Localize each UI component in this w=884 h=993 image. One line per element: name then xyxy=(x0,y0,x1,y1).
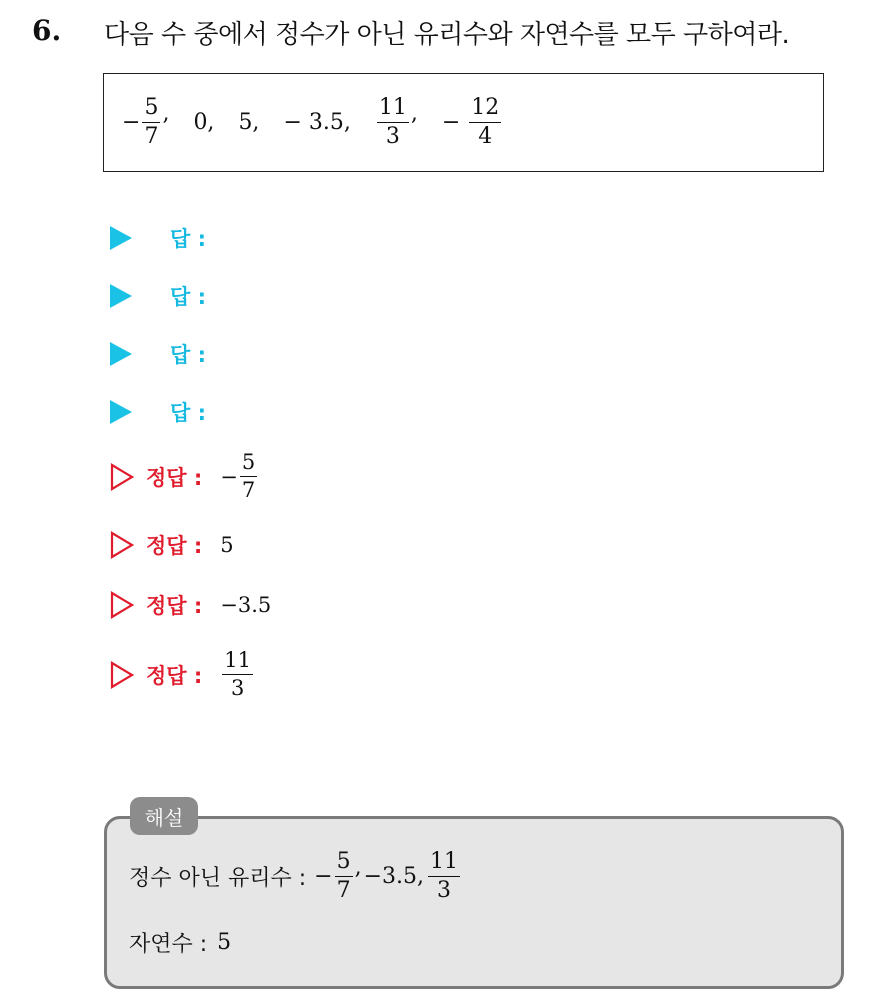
answer-label: 답 : xyxy=(170,227,206,251)
numerator: 12 xyxy=(469,97,501,123)
explanation-value xyxy=(364,864,424,889)
number-text: − 3.5, xyxy=(283,110,351,135)
answer-row[interactable] xyxy=(110,394,206,430)
explanation-box xyxy=(104,816,844,989)
given-number xyxy=(375,97,418,148)
fraction xyxy=(428,851,460,902)
answer-label: 답 : xyxy=(170,401,206,425)
sign: − xyxy=(220,464,238,489)
explanation-value xyxy=(426,851,462,902)
denominator: 7 xyxy=(241,478,256,502)
correct-value xyxy=(220,533,233,557)
explanation-value-natural: 5 xyxy=(217,930,232,955)
correct-value xyxy=(220,452,259,501)
answer-label: 답 : xyxy=(170,343,206,367)
separator: , xyxy=(354,855,362,880)
correct-value xyxy=(220,650,255,699)
outline-triangle-icon xyxy=(110,591,134,619)
number-text: −3.5 xyxy=(220,593,272,617)
correct-answer-row xyxy=(110,650,255,699)
denominator: 4 xyxy=(478,124,493,149)
given-number xyxy=(283,110,350,135)
question-number: 6. xyxy=(32,14,62,47)
number-text: 0, xyxy=(193,110,215,135)
separator: , xyxy=(162,101,170,126)
question-text: 다음 수 중에서 정수가 아닌 유리수와 자연수를 모두 구하여라. xyxy=(104,20,790,50)
sign: − xyxy=(314,864,333,889)
fraction xyxy=(469,97,501,148)
sign: − xyxy=(441,110,468,135)
denominator: 3 xyxy=(437,878,452,903)
denominator: 7 xyxy=(144,124,159,149)
given-number xyxy=(238,110,259,135)
explanation-label-rational: 정수 아닌 유리수 : xyxy=(129,866,307,891)
correct-answer-row xyxy=(110,590,271,620)
given-number xyxy=(442,97,503,148)
answer-row[interactable] xyxy=(110,336,206,372)
denominator: 3 xyxy=(385,124,400,149)
separator: , xyxy=(410,101,418,126)
number-text: −3.5, xyxy=(363,864,425,889)
numerator: 11 xyxy=(428,851,460,877)
fraction xyxy=(377,97,409,148)
answer-row[interactable] xyxy=(110,278,206,314)
answer-label: 답 : xyxy=(170,285,206,309)
play-triangle-icon xyxy=(110,284,132,308)
numerator: 11 xyxy=(222,650,253,675)
outline-triangle-icon xyxy=(110,531,134,559)
fraction xyxy=(335,851,353,902)
outline-triangle-icon xyxy=(110,463,134,491)
fraction xyxy=(142,97,160,148)
play-triangle-icon xyxy=(110,342,132,366)
answer-row[interactable] xyxy=(110,220,206,256)
play-triangle-icon xyxy=(110,400,132,424)
play-triangle-icon xyxy=(110,226,132,250)
correct-answer-row xyxy=(110,452,259,501)
explanation-label-natural: 자연수 : xyxy=(129,932,208,957)
denominator: 7 xyxy=(336,878,351,903)
correct-label: 정답 : xyxy=(146,534,203,558)
given-numbers-box xyxy=(103,73,824,172)
numerator: 5 xyxy=(240,452,257,477)
explanation-line-rational xyxy=(129,851,464,902)
given-number xyxy=(122,97,169,148)
correct-label: 정답 : xyxy=(146,663,203,688)
outline-triangle-icon xyxy=(110,661,134,689)
number-text: 5, xyxy=(238,110,260,135)
sign: − xyxy=(122,110,141,135)
numerator: 5 xyxy=(142,97,160,123)
explanation-line-natural xyxy=(129,927,231,958)
fraction xyxy=(240,452,257,501)
number-text: 5 xyxy=(220,533,234,557)
correct-label: 정답 : xyxy=(146,594,203,618)
correct-label: 정답 : xyxy=(146,465,203,490)
numerator: 11 xyxy=(377,97,409,123)
correct-value xyxy=(220,593,271,617)
denominator: 3 xyxy=(230,676,245,700)
correct-answer-row xyxy=(110,530,234,560)
explanation-tab: 해설 xyxy=(130,797,198,835)
given-number xyxy=(193,110,214,135)
fraction xyxy=(222,650,253,699)
numerator: 5 xyxy=(335,851,353,877)
explanation-value xyxy=(314,851,361,902)
